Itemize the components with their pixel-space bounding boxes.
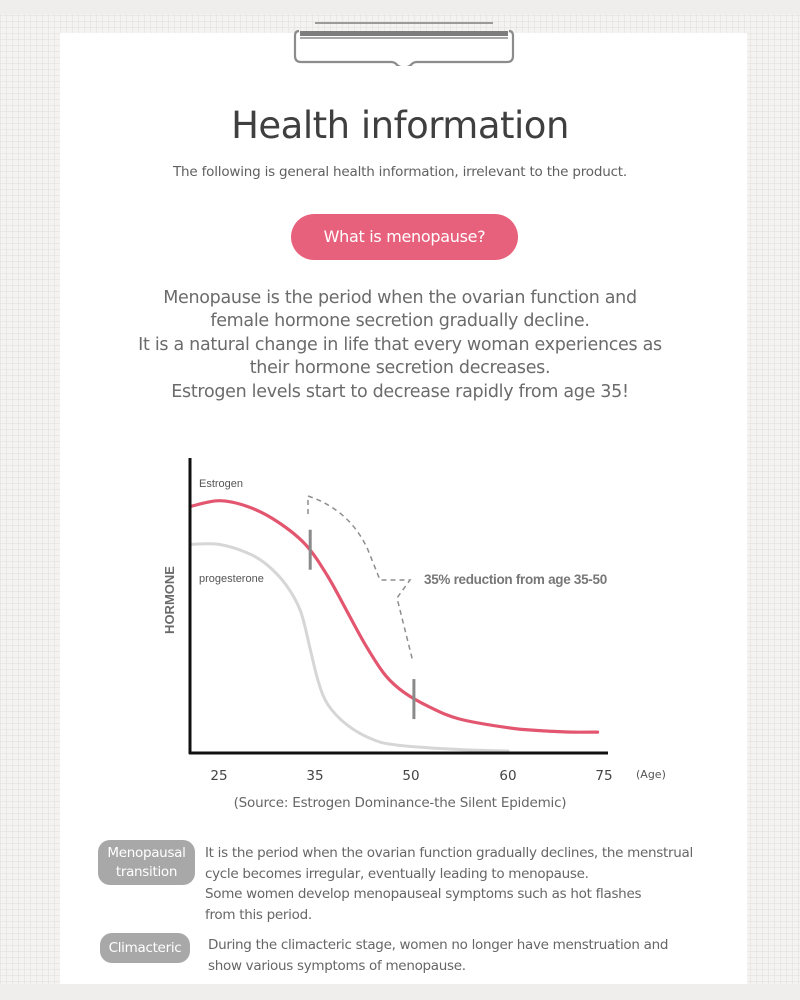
badge-line: transition — [115, 864, 178, 880]
stage-badge — [100, 933, 190, 963]
stage-description — [208, 935, 668, 976]
badge-line: Menopausal — [107, 845, 186, 861]
description-line: Some women develop menopauseal symptoms such as hot flashes — [205, 886, 642, 902]
chart-source: (Source: Estrogen Dominance-the Silent Epidemic) — [233, 795, 567, 811]
x-tick-label: 60 — [499, 768, 517, 784]
legend-progesterone: progesterone — [199, 573, 264, 585]
what-is-menopause-button[interactable]: What is menopause? — [291, 214, 518, 260]
intro-paragraph — [100, 287, 700, 404]
stage-description — [205, 843, 693, 925]
x-tick-label: 25 — [210, 768, 228, 784]
x-tick-label: 35 — [306, 768, 324, 784]
top-band — [0, 0, 800, 14]
hormone-chart — [0, 440, 800, 790]
legend-estrogen: Estrogen — [199, 478, 244, 490]
bottom-band — [0, 984, 800, 1000]
y-axis-label: HORMONE — [162, 566, 177, 634]
description-line: show various symptoms of menopause. — [208, 957, 466, 974]
intro-line: their hormone secretion decreases. — [249, 358, 551, 379]
page-title: Health information — [231, 104, 569, 147]
intro-line: It is a natural change in life that every woman experiences as — [138, 334, 662, 355]
clipboard-clip-icon — [293, 22, 515, 66]
x-tick-label: 50 — [402, 768, 420, 784]
description-line: It is the period when the ovarian function gradually declines, the menstrual — [205, 845, 693, 861]
intro-line: female hormone secretion gradually decline. — [210, 311, 590, 332]
x-axis-label: (Age) — [636, 768, 666, 781]
series-line-estrogen — [190, 501, 598, 732]
annotation-label: 35% reduction from age 35-50 — [424, 572, 607, 587]
badge-line: Climacteric — [108, 940, 182, 956]
description-line: cycle becomes irregular, eventually leading to menopause. — [205, 865, 589, 882]
intro-line: Estrogen levels start to decrease rapidly from age 35! — [171, 381, 629, 402]
description-line: During the climacteric stage, women no longer have menstruation and — [208, 937, 669, 953]
description-line: from this period. — [205, 906, 312, 923]
stage-badge — [98, 840, 195, 885]
page-subtitle: The following is general health information, irrelevant to the product. — [173, 164, 627, 180]
intro-line: Menopause is the period when the ovarian function and — [163, 288, 637, 308]
x-tick-label: 75 — [595, 768, 613, 784]
